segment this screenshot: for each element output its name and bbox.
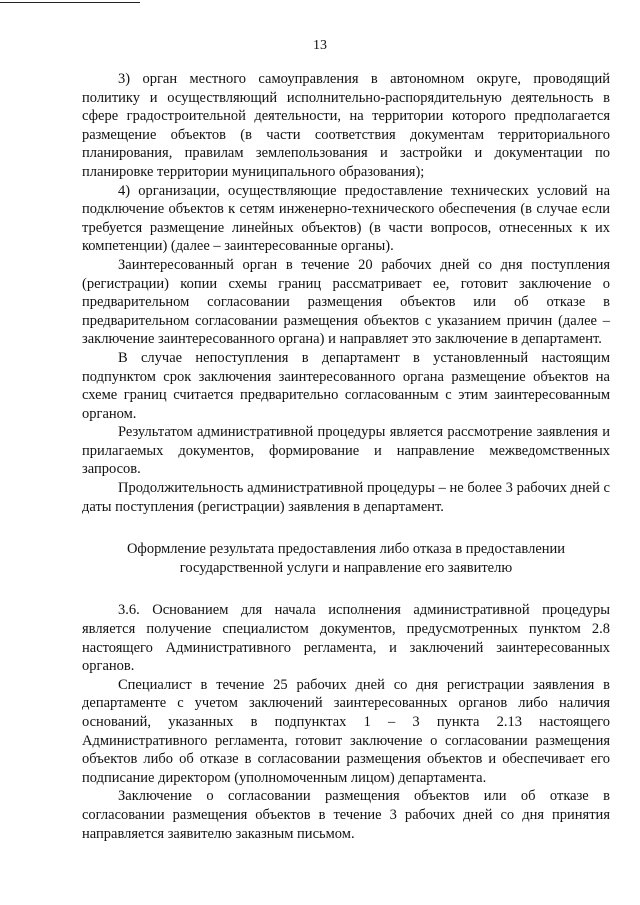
section-heading [82, 540, 610, 577]
paragraph-item-3: 3) орган местного самоуправления в автономном округе, проводящий политику и осуществляющий исполнительно-распорядительную деятельность в сфере градостроительной деятельности, на территории которого предполагается размещение объектов (в части соответствия документам территориального планирования, правилам землепользования и застройки и документации по планировке территории муниципального образования); [82, 71, 610, 180]
section-heading-line-1: Оформление результата предоставления либо отказа в предоставлении [126, 541, 566, 558]
paragraph-3-6: 3.6. Основанием для начала исполнения административной процедуры является получение специалистом документов, предусмотренных пунктом 2.8 настоящего Административного регламента, и заключений заинтересованных органов. [82, 602, 610, 675]
paragraph-interested-body: Заинтересованный орган в течение 20 рабочих дней со дня поступления (регистрации) копии схемы границ рассматривает ее, готовит заключение о предварительном согласовании размещения объектов или об отказе в предварительном согласовании размещения объектов с указанием причин (далее – заключение заинтересованного органа) и направляет это заключение в департамент. [82, 256, 610, 348]
paragraph-item-4: 4) организации, осуществляющие предоставление технических условий на подключение объектов к сетям инженерно-технического обеспечения (в случае если требуется размещение линейных объектов) (в части вопросов, отнесенных к их компетенции) (далее – заинтересованные органы). [82, 182, 610, 255]
document-body [82, 70, 610, 843]
paragraph-conclusion: Заключение о согласовании размещения объектов или об отказе в согласовании размещения объектов в течение 3 рабочих дней со дня принятия направляется заявителю заказным письмом. [82, 788, 610, 842]
paragraph-result: Результатом административной процедуры является рассмотрение заявления и прилагаемых документов, формирование и направление межведомственных запросов. [82, 424, 610, 478]
paragraph-non-receipt: В случае непоступления в департамент в установленный настоящим подпунктом срок заключения заинтересованного органа размещение объектов на схеме границ считается предварительно согласованным с этим заинтересованным органом. [82, 349, 610, 422]
header-rule [0, 2, 140, 3]
paragraph-duration: Продолжительность административной процедуры – не более 3 рабочих дней с даты поступления (регистрации) заявления в департамент. [82, 480, 610, 515]
section-heading-line-2: государственной услуги и направление его заявителю [179, 559, 513, 576]
page-number: 13 [313, 38, 327, 53]
paragraph-specialist: Специалист в течение 25 рабочих дней со дня регистрации заявления в департаменте с учетом заключений заинтересованных органов либо наличия оснований, указанных в подпунктах 1 – 3 пункта 2.13 настоящего Административного регламента, готовит заключение о согласовании размещения объектов либо об отказе в согласовании размещения объектов и обеспечивает его подписание директором (уполномоченным лицом) департамента. [82, 676, 610, 786]
